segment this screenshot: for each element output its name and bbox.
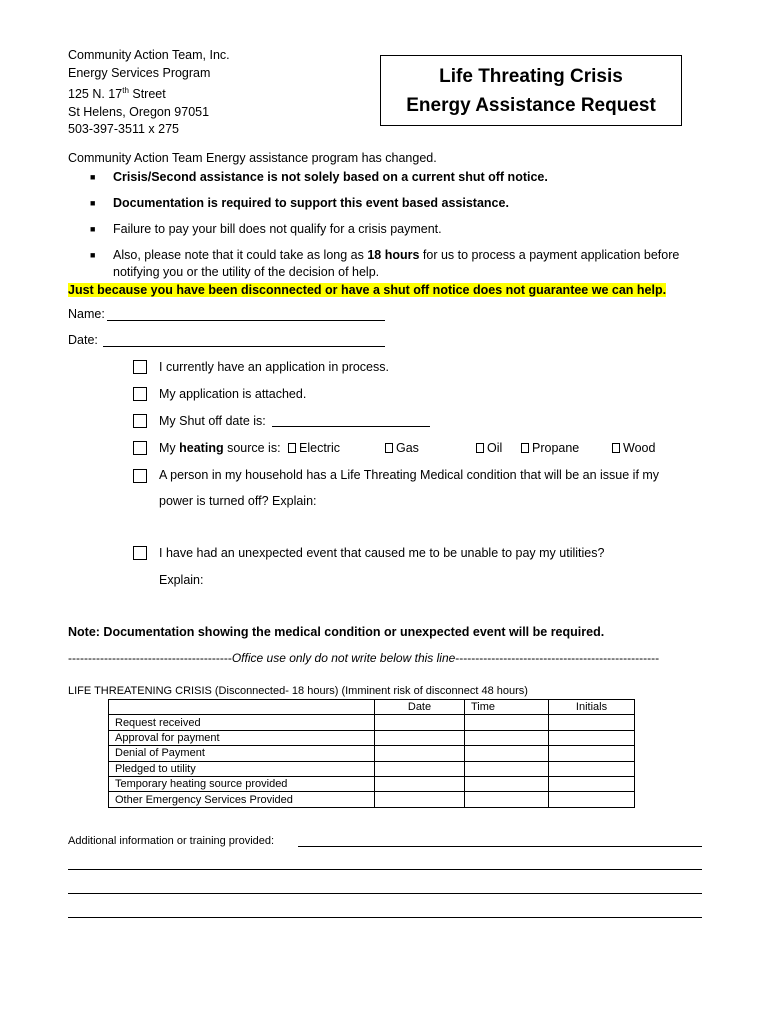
additional-info-label: Additional information or training provided: (68, 835, 275, 847)
organization-address (68, 47, 230, 139)
table-cell[interactable] (375, 746, 465, 761)
table-cell[interactable] (549, 730, 635, 745)
checkbox-unexpected-event[interactable] (133, 546, 147, 560)
table-cell[interactable] (375, 715, 465, 730)
table-cell[interactable] (465, 730, 549, 745)
org-name: Community Action Team, Inc. (68, 48, 230, 62)
table-row (109, 776, 635, 791)
intro-text: Community Action Team Energy assistance program has changed. (68, 151, 437, 165)
heating-option-electric[interactable]: Electric (288, 441, 340, 455)
org-phone: 503-397-3511 x 275 (68, 122, 179, 137)
checkbox-shut-off-date[interactable] (133, 414, 147, 428)
additional-info-line[interactable] (68, 917, 702, 918)
bullet-1: Crisis/Second assistance is not solely based on a current shut off notice. (113, 170, 548, 184)
checkbox-label-line2: Explain: (159, 573, 204, 587)
additional-info-line[interactable] (298, 846, 702, 847)
additional-info-line[interactable] (68, 869, 702, 870)
checkbox-label: My Shut off date is: (159, 414, 266, 428)
bullet-2: Documentation is required to support this event based assistance. (113, 196, 509, 210)
bullet-3: Failure to pay your bill does not qualify for a crisis payment. (113, 222, 442, 236)
table-cell[interactable] (549, 776, 635, 791)
table-cell[interactable] (375, 776, 465, 791)
form-title-box (380, 55, 682, 126)
table-header-row (109, 700, 635, 715)
heating-option-oil[interactable]: Oil (476, 441, 502, 455)
documentation-note: Note: Documentation showing the medical condition or unexpected event will be required. (68, 625, 605, 639)
org-street: 125 N. 17th Street (68, 86, 166, 102)
table-cell[interactable] (465, 776, 549, 791)
org-city: St Helens, Oregon 97051 (68, 104, 210, 119)
office-tracking-table (108, 699, 635, 808)
table-row (109, 746, 635, 761)
table-cell[interactable] (375, 730, 465, 745)
table-cell[interactable] (549, 715, 635, 730)
table-header-cell: Time (465, 700, 549, 715)
checkbox-label-line2: power is turned off? Explain: (159, 494, 317, 508)
bullet-icon: ■ (90, 224, 96, 234)
date-label: Date: (68, 333, 98, 347)
bullet-4: Also, please note that it could take as long as 18 hours for us to process a payment application before (113, 248, 680, 262)
checkbox-label: I have had an unexpected event that caused me to be unable to pay my utilities? (159, 546, 605, 560)
table-row (109, 792, 635, 807)
table-cell[interactable] (465, 715, 549, 730)
table-header-cell: Initials (549, 700, 635, 715)
table-header-cell: Date (375, 700, 465, 715)
table-cell[interactable] (375, 761, 465, 776)
date-input-line[interactable] (103, 346, 385, 347)
crisis-header: LIFE THREATENING CRISIS (Disconnected- 18 hours) (Imminent risk of disconnect 48 hours) (68, 685, 528, 697)
bullet-icon: ■ (90, 172, 96, 182)
checkbox-label: My application is attached. (159, 387, 307, 401)
checkbox-application-in-process[interactable] (133, 360, 147, 374)
checkbox-label: My heating source is: (159, 441, 281, 455)
name-label: Name: (68, 307, 105, 321)
office-use-divider: -----------------------------------------Office use only do not write below this line--------------------------------------------------- (68, 651, 660, 665)
checkbox-medical-condition[interactable] (133, 469, 147, 483)
name-input-line[interactable] (107, 320, 385, 321)
table-row-label: Approval for payment (109, 730, 375, 745)
checkbox-application-attached[interactable] (133, 387, 147, 401)
checkbox-label: I currently have an application in process. (159, 360, 389, 374)
bullet-icon: ■ (90, 198, 96, 208)
table-row (109, 715, 635, 730)
shut-off-date-input-line[interactable] (272, 426, 430, 427)
table-cell[interactable] (465, 746, 549, 761)
table-row-label: Temporary heating source provided (109, 776, 375, 791)
table-cell[interactable] (375, 792, 465, 807)
bullet-icon: ■ (90, 250, 96, 260)
org-program: Energy Services Program (68, 65, 211, 80)
table-cell[interactable] (549, 792, 635, 807)
table-header-cell (109, 700, 375, 715)
bullet-4-line2: notifying you or the utility of the decision of help. (113, 265, 380, 279)
checkbox-label: A person in my household has a Life Threating Medical condition that will be an issue if my (159, 468, 660, 482)
additional-info-line[interactable] (68, 893, 702, 894)
heating-option-propane[interactable]: Propane (521, 441, 579, 455)
checkbox-heating-source[interactable] (133, 441, 147, 455)
heating-option-gas[interactable]: Gas (385, 441, 419, 455)
table-row-label: Request received (109, 715, 375, 730)
table-row (109, 730, 635, 745)
form-title-line1: Life Threating Crisis (439, 66, 623, 87)
table-cell[interactable] (465, 792, 549, 807)
disclaimer-highlight: Just because you have been disconnected or have a shut off notice does not guarantee we can help. (68, 283, 667, 297)
heating-option-wood[interactable]: Wood (612, 441, 655, 455)
form-title-line2: Energy Assistance Request (406, 95, 656, 116)
table-row-label: Pledged to utility (109, 761, 375, 776)
table-cell[interactable] (465, 761, 549, 776)
table-cell[interactable] (549, 761, 635, 776)
table-cell[interactable] (549, 746, 635, 761)
table-row-label: Other Emergency Services Provided (109, 792, 375, 807)
table-row-label: Denial of Payment (109, 746, 375, 761)
table-row (109, 761, 635, 776)
